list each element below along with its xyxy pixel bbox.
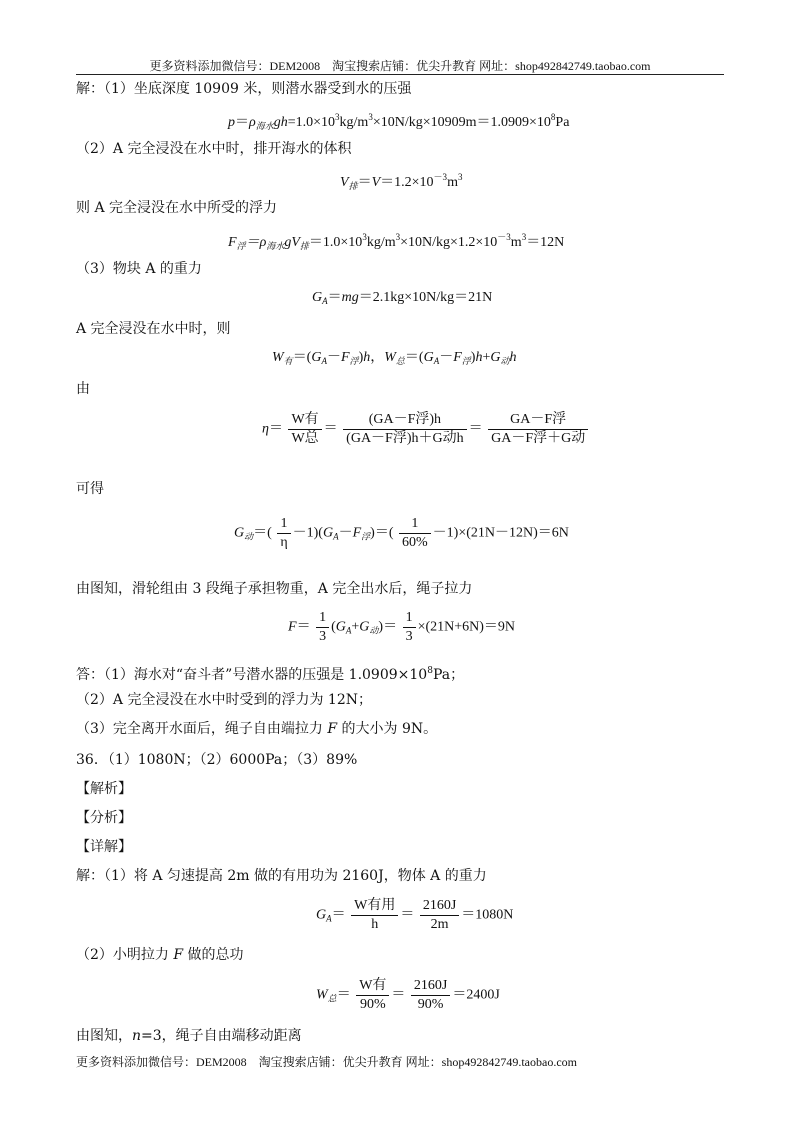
equation-volume: $V_排=V=1.2\times 10^{-3}m^3$ (340, 172, 463, 191)
header-rule (76, 74, 724, 75)
equation-tension: F＝ $\frac{1}{3}$ $(G_A+G_动)=$ $\frac{1}{3}$ ×(21N+6N)＝9N (288, 610, 516, 644)
fraction: $\frac{\text{W有}}{90\%}$ (356, 978, 389, 1013)
question-answer-line: 36．（1）1080N；（2）6000Pa；（3）89% (76, 752, 358, 768)
text-line: （3）物块 A 的重力 (76, 261, 202, 277)
text-line: 则 A 完全浸没在水中所受的浮力 (76, 200, 278, 216)
answer-line: （2）A 完全浸没在水中时受到的浮力为 12N； (76, 692, 372, 708)
equation-weight: $G_A=mg=2.1kg\times 10N/kg=21N$ (312, 290, 493, 306)
fraction: $\frac{1}{60\%}$ (399, 516, 431, 551)
fraction: $\frac{1}{3}$ (316, 610, 329, 645)
section-label: 【解析】 (76, 781, 132, 797)
answer-line: （3）完全离开水面后，绳子自由端拉力 F 的大小为 9N。 (76, 721, 438, 737)
text-line: A 完全浸没在水中时，则 (76, 321, 231, 337)
equation-buoyancy: $F_浮=\rho_{海水}gV_排=1.0\times 10^3kg/m^3\times 10N/kg\times 1.2\times 10^{-3}m^3=12N$ (228, 232, 565, 251)
page-header: 更多资料添加微信号：DEM2008 淘宝搜索店铺：优尖升教育 网址：shop492842749.taobao.com (149, 59, 651, 73)
fraction: $\frac{1}{\eta}$ (277, 516, 290, 551)
answer-line: 答：（1）海水对“奋斗者”号潜水器的压强是 $1.0909\times 10^8Pa$； (76, 666, 465, 683)
text-line: 由 (76, 381, 90, 397)
section-label: 【分析】 (76, 810, 132, 826)
text-line: 由图知，滑轮组由 3 段绳子承担物重，A 完全出水后，绳子拉力 (76, 581, 473, 597)
text-line: （2）A 完全浸没在水中时，排开海水的体积 (76, 141, 352, 157)
equation-total-work: $W_总=$ $\frac{\text{W有}}{90\%}$ ＝ $\frac{2160J}{90\%}$ ＝2400J (316, 978, 500, 1012)
text-line: 解：（1）坐底深度 10909 米，则潜水器受到水的压强 (76, 81, 412, 97)
section-label: 【详解】 (76, 839, 132, 855)
text-line: 由图知，n=3，绳子自由端移动距离 (76, 1028, 302, 1044)
text-line: 解：（1）将 A 匀速提高 2m 做的有用功为 2160J，物体 A 的重力 (76, 868, 487, 884)
text-line: 可得 (76, 481, 104, 497)
equation-pressure: $p=\rho_{海水}gh=1.0\times 10^3kg/m^3\times 10N/kg\times 10909m=1.0909\times 10^8Pa$ (228, 112, 570, 131)
fraction: $\frac{2160J}{90\%}$ (411, 978, 450, 1013)
fraction: $\frac{\text{GA－F浮}}{\text{GA－F浮＋G动}}$ (488, 412, 588, 447)
text-line: （2）小明拉力 F 做的总功 (76, 947, 244, 963)
fraction: $\frac{\text{W有用}}{h}$ (351, 898, 398, 933)
fraction: $\frac{\text{W有}}{\text{W总}}$ (288, 412, 321, 447)
fraction: $\frac{1}{3}$ (403, 610, 416, 645)
equation-efficiency: η＝ $\frac{\text{W有}}{\text{W总}}$ ＝ $\frac{\text{(GA－F浮)h}}{\text{(GA－F浮)h＋G动h}}$ ＝ $\frac{\text{GA－F浮}}{\text{GA－F浮＋G动}}$ (262, 412, 590, 447)
fraction: $\frac{2160J}{2m}$ (420, 898, 459, 933)
equation-pulley-weight: $G_动=$( $\frac{1}{\eta}$ $-1)(G_A-F_浮)=$( $\frac{1}{60\%}$ －1)×(21N－12N)＝6N (234, 516, 569, 550)
equation-work: $W_有=(G_A-F_浮)h$，$W_总=(G_A-F_浮)h+G_动h$ (272, 350, 517, 366)
fraction: $\frac{\text{(GA－F浮)h}}{\text{(GA－F浮)h＋G动h}}$ (343, 412, 466, 447)
equation-weight-a: $G_A=$ $\frac{\text{W有用}}{h}$ ＝ $\frac{2160J}{2m}$ ＝1080N (316, 898, 514, 932)
page-footer: 更多资料添加微信号：DEM2008 淘宝搜索店铺：优尖升教育 网址：shop492842749.taobao.com (76, 1055, 577, 1069)
